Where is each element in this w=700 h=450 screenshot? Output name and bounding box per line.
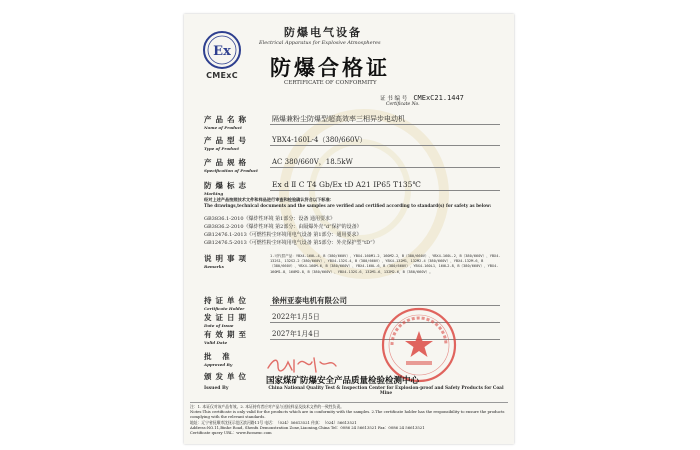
remarks-text: 1.可代替产品：YBX4-160L-4，B（380/660V）、YBX4-160M1-2、160M2-2，B（380/660V）、YBX4-160L-2，B（380/660V）、YBX4-132S1、132S2-2（380/660V）、YBX4-132S-4，B（380/660V）、YBX4-132M1、132M2-4（380/660V）、YBX4-132M-6，B（380/660V）、YBX4-160M-6，B（380/660V）、YBX4-160L-6，B（380/660V）、YBX4-160L1、160L2-8，B（380/660V）、YBX4-160M1-8、160M2-8，B（380/660V）、YBX4-132S-6、132M1-6、132M2-6，B（380/660V）。 (270, 254, 501, 274)
field-value: Ex d Ⅱ C T4 Gb/Ex tD A21 IP65 T135℃ (272, 180, 421, 189)
field-label-en: Type of Product (204, 146, 240, 151)
field-issue-date (204, 312, 320, 328)
footer-divider (190, 402, 508, 403)
svg-text:Ex: Ex (213, 44, 231, 59)
certificate-title-en: CERTIFICATE OF CONFORMITY (284, 80, 377, 86)
signature-icon (264, 354, 344, 376)
field-value: YBX4-160L-4（380/660V） (272, 136, 367, 144)
standard-item: GB12476.1-2013《可燃性粉尘环境用电气设备 第1部分：通用要求》 (204, 232, 362, 238)
field-value: AC 380/660V，18.5kW (272, 158, 353, 166)
remarks-label-en: Remarks (204, 264, 224, 269)
note-line: Notes:This certificate is only valid for the products which are in conformity with the samples. 2.The certificate holder has the responsibility to ensure the products complying with the relevant standards. (190, 409, 505, 420)
field-label-en: Date of Issue (204, 323, 234, 328)
field-label: 颁发单位 (204, 372, 250, 381)
field-label-en: Certificate Holder (204, 306, 245, 311)
field-label-en: Valid Date (204, 340, 228, 345)
issuer-name-cn: 国家煤矿防爆安全产品质量检验检测中心 (266, 376, 420, 386)
field-ex-marking (204, 180, 421, 196)
remarks-label (204, 253, 250, 269)
standard-item: GB3836.1-2010《爆炸性环境 第1部分：设备 通用要求》 (204, 216, 335, 222)
standard-item: GB3836.2-2010《爆炸性环境 第2部分：由隔爆外壳“d”保护的设备》 (204, 224, 362, 230)
declaration-en: The drawings,technical documents and the samples are verified and certified according to standard(s) for safety as below: (204, 202, 492, 208)
field-product-type (204, 135, 367, 151)
field-label: 产品型号 (204, 136, 250, 145)
field-label-en: Specification of Product (204, 168, 259, 173)
declaration (204, 197, 504, 208)
field-underline (270, 190, 500, 191)
red-seal-icon (380, 306, 458, 384)
declaration-cn: 经对上述产品按照技术文件和样品进行审查和检验确认符合以下标准： (204, 197, 334, 202)
field-value: 隔爆兼粉尘防爆型超高效率三相异步电动机 (272, 115, 405, 123)
field-label-en: Marking (204, 191, 224, 196)
field-product-name (204, 114, 405, 130)
standard-item: GB12476.5-2013《可燃性粉尘环境用电气设备 第5部分：外壳保护型“tD”》 (204, 240, 378, 246)
cmexc-logo (196, 30, 248, 80)
field-label: 产品规格 (204, 158, 250, 167)
field-value: 2027年1月4日 (272, 330, 320, 338)
cert-no-label-en: Certificate No. (386, 102, 420, 107)
field-approved (204, 351, 234, 367)
issued-by-label: Issued By (204, 386, 229, 391)
issuer-name-en: China National Quality Test & Inspection Center for Explosion-proof and Safety Products for Coal Mine (268, 386, 504, 397)
field-underline (270, 145, 500, 146)
note-line: 地址：辽宁省抚顺市沈抚示范区滨河路11号 电话：（024）56613521 传真：（024）56613521 (190, 419, 357, 425)
org-title-en: Electrical Apparatus for Explosive Atmospheres (259, 40, 381, 46)
field-label-en: Name of Product (204, 125, 242, 130)
field-label-en: Approved By (204, 362, 233, 367)
field-underline (270, 167, 500, 168)
certificate-title-cn: 防爆合格证 (270, 56, 390, 80)
field-holder (204, 295, 347, 311)
note-line: 注：1. 本证仅对该产品有效。2. 本证持有者应对产品与送检样品及技术文件的一致性负责。 (190, 404, 344, 409)
certificate-number (380, 94, 464, 107)
cert-no-value: CMExC21.1447 (413, 94, 464, 102)
field-label: 发证日期 (204, 313, 250, 322)
field-label: 有效期至 (204, 330, 250, 339)
logo-text: CMExC (206, 71, 238, 80)
field-value: 徐州亚泰电机有限公司 (272, 296, 347, 305)
footer-notes (190, 404, 510, 435)
field-label: 产品名称 (204, 115, 250, 124)
ex-seal-icon (201, 30, 243, 70)
cert-no-label: 证 书 编 号 (380, 96, 408, 102)
field-label: 防爆标志 (204, 181, 250, 190)
note-line: Certificate query URL：www.fscmexc.com (190, 430, 272, 436)
certificate-page (184, 14, 514, 444)
field-valid-date (204, 329, 320, 345)
remarks-label-cn: 说明事项 (204, 254, 250, 263)
field-underline (270, 124, 500, 125)
note-line: Address:NO.11,Binhe Road, Shenfu Demonstration Zone,Liaoning,China Tel：0086 24 56613521 Fax：0086 24 56613521 (190, 424, 425, 430)
field-label: 批 准 (204, 352, 234, 361)
field-value: 2022年1月5日 (272, 313, 320, 321)
field-issuer-label (204, 371, 250, 382)
field-product-spec (204, 157, 353, 173)
org-title-cn: 防爆电气设备 (284, 26, 362, 39)
field-label: 持证单位 (204, 296, 250, 305)
